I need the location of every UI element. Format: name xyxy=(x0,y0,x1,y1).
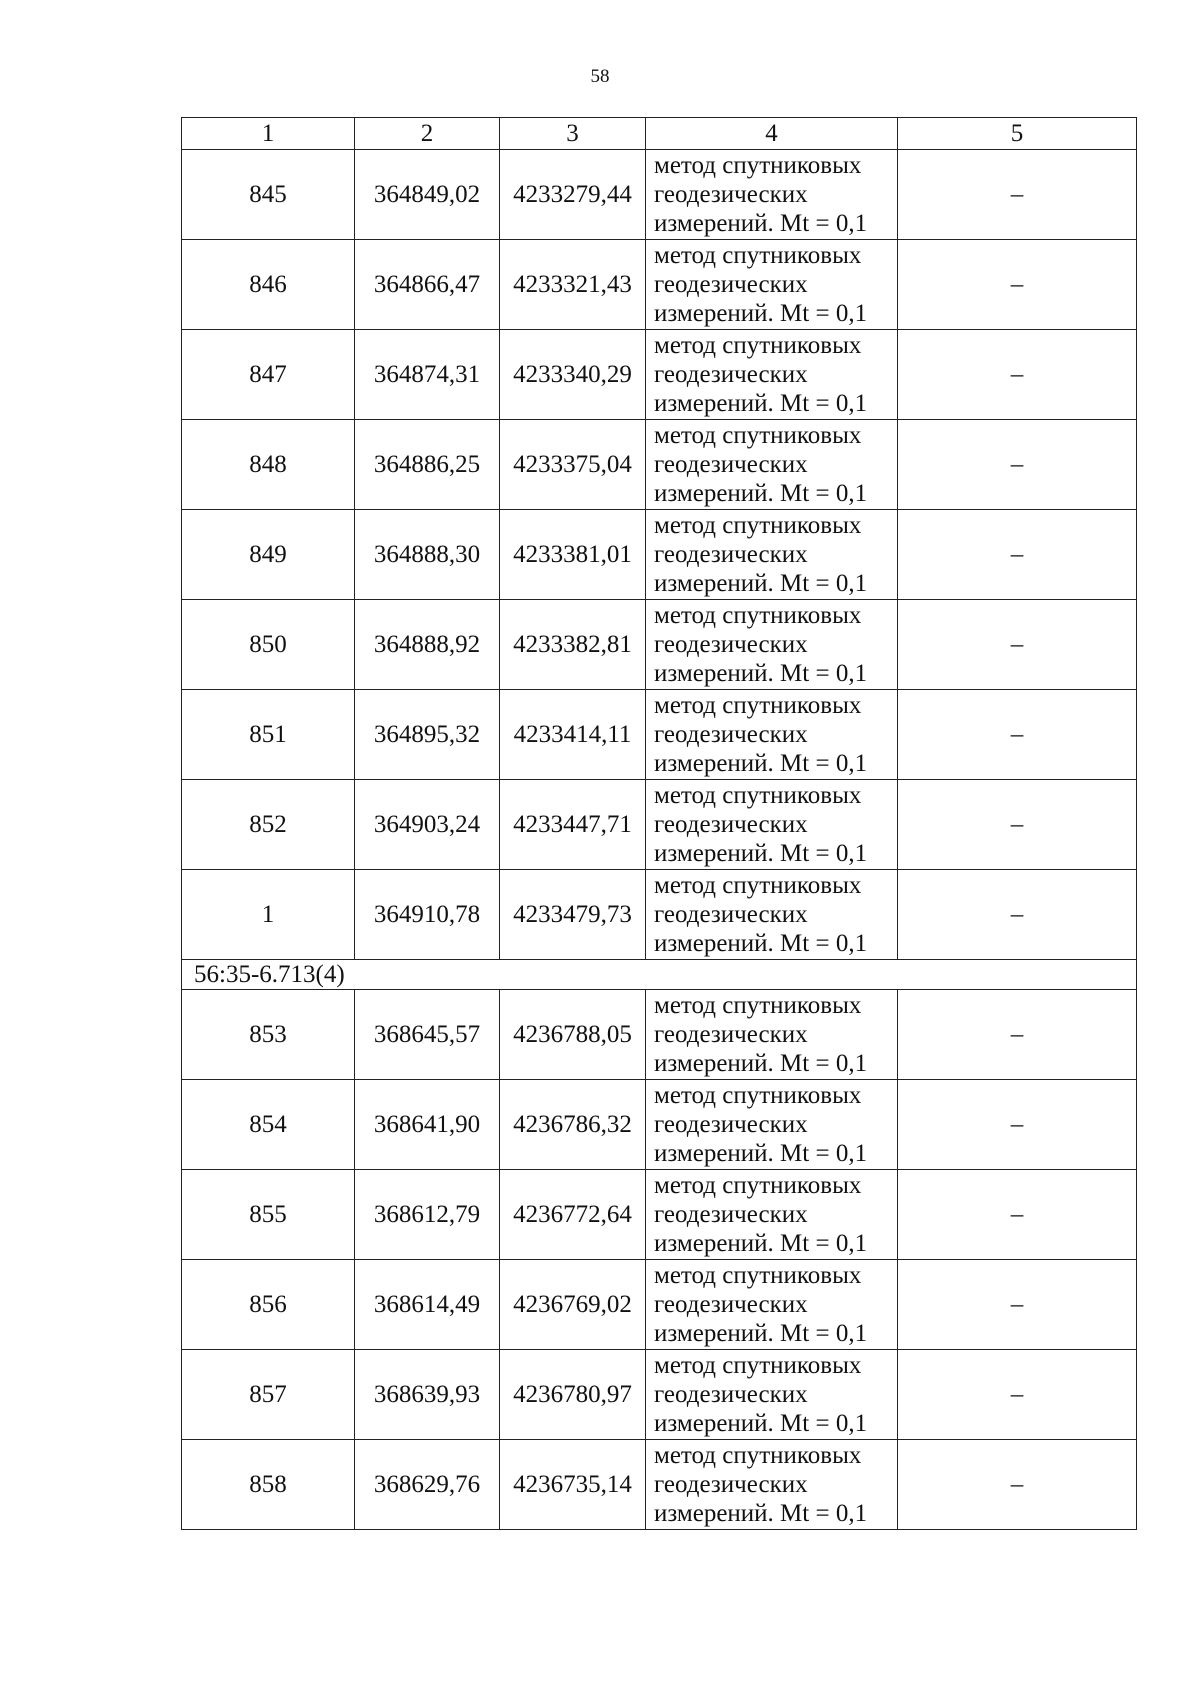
header-cell-method: 4 xyxy=(646,118,898,150)
y-coordinate-cell: 4236788,05 xyxy=(500,990,646,1080)
point-number-cell: 849 xyxy=(182,510,355,600)
point-number-cell: 847 xyxy=(182,330,355,420)
method-line: измерений. Mt = 0,1 xyxy=(654,660,868,687)
y-coordinate-cell: 4233381,01 xyxy=(500,510,646,600)
header-cell-x: 2 xyxy=(355,118,500,150)
method-line: метод спутниковых xyxy=(654,1082,862,1109)
x-coordinate-cell: 368629,76 xyxy=(355,1440,500,1530)
x-coordinate-cell: 364866,47 xyxy=(355,240,500,330)
method-line: геодезических xyxy=(654,631,808,658)
x-coordinate-cell: 364888,92 xyxy=(355,600,500,690)
table-row xyxy=(182,1170,1137,1260)
col5-cell: – xyxy=(898,1170,1137,1260)
table-row xyxy=(182,1080,1137,1170)
point-number-cell: 851 xyxy=(182,690,355,780)
table-row xyxy=(182,510,1137,600)
table-row xyxy=(182,330,1137,420)
method-line: измерений. Mt = 0,1 xyxy=(654,840,868,867)
col5-cell: – xyxy=(898,1080,1137,1170)
method-line: метод спутниковых xyxy=(654,692,862,719)
method-cell xyxy=(646,150,898,240)
table-row xyxy=(182,150,1137,240)
method-line: измерений. Mt = 0,1 xyxy=(654,750,868,777)
table-row xyxy=(182,1350,1137,1440)
header-row xyxy=(182,118,1137,150)
method-line: метод спутниковых xyxy=(654,512,862,539)
method-line: геодезических xyxy=(654,1021,808,1048)
coordinates-table xyxy=(181,117,1137,1530)
table-row xyxy=(182,600,1137,690)
table-row xyxy=(182,990,1137,1080)
table-row xyxy=(182,1440,1137,1530)
method-line: метод спутниковых xyxy=(654,1262,862,1289)
point-number-cell: 848 xyxy=(182,420,355,510)
x-coordinate-cell: 364903,24 xyxy=(355,780,500,870)
method-line: измерений. Mt = 0,1 xyxy=(654,1320,868,1347)
table-row xyxy=(182,690,1137,780)
method-cell xyxy=(646,420,898,510)
method-cell xyxy=(646,600,898,690)
point-number-cell: 856 xyxy=(182,1260,355,1350)
method-line: геодезических xyxy=(654,901,808,928)
method-line: геодезических xyxy=(654,1201,808,1228)
point-number-cell: 850 xyxy=(182,600,355,690)
x-coordinate-cell: 364895,32 xyxy=(355,690,500,780)
method-cell xyxy=(646,1440,898,1530)
method-line: метод спутниковых xyxy=(654,152,862,179)
method-line: измерений. Mt = 0,1 xyxy=(654,1410,868,1437)
section-heading: 56:35-6.713(4) xyxy=(182,960,1137,990)
x-coordinate-cell: 368641,90 xyxy=(355,1080,500,1170)
method-cell xyxy=(646,1170,898,1260)
y-coordinate-cell: 4233340,29 xyxy=(500,330,646,420)
x-coordinate-cell: 364910,78 xyxy=(355,870,500,960)
col5-cell: – xyxy=(898,990,1137,1080)
y-coordinate-cell: 4233382,81 xyxy=(500,600,646,690)
method-cell xyxy=(646,240,898,330)
method-line: измерений. Mt = 0,1 xyxy=(654,300,868,327)
x-coordinate-cell: 368614,49 xyxy=(355,1260,500,1350)
y-coordinate-cell: 4233479,73 xyxy=(500,870,646,960)
method-line: геодезических xyxy=(654,1381,808,1408)
point-number-cell: 846 xyxy=(182,240,355,330)
section-heading-row xyxy=(182,960,1137,990)
y-coordinate-cell: 4236786,32 xyxy=(500,1080,646,1170)
method-line: метод спутниковых xyxy=(654,872,862,899)
point-number-cell: 857 xyxy=(182,1350,355,1440)
table-row xyxy=(182,870,1137,960)
method-line: метод спутниковых xyxy=(654,422,862,449)
method-cell xyxy=(646,330,898,420)
table-row xyxy=(182,780,1137,870)
col5-cell: – xyxy=(898,240,1137,330)
method-cell xyxy=(646,1080,898,1170)
x-coordinate-cell: 368645,57 xyxy=(355,990,500,1080)
page-number: 58 xyxy=(590,66,610,87)
point-number-cell: 853 xyxy=(182,990,355,1080)
x-coordinate-cell: 368639,93 xyxy=(355,1350,500,1440)
method-line: геодезических xyxy=(654,271,808,298)
method-cell xyxy=(646,1350,898,1440)
method-line: геодезических xyxy=(654,721,808,748)
col5-cell: – xyxy=(898,1350,1137,1440)
method-cell xyxy=(646,1260,898,1350)
method-line: метод спутниковых xyxy=(654,602,862,629)
method-line: геодезических xyxy=(654,451,808,478)
col5-cell: – xyxy=(898,780,1137,870)
method-line: измерений. Mt = 0,1 xyxy=(654,210,868,237)
method-line: геодезических xyxy=(654,1471,808,1498)
table-row xyxy=(182,1260,1137,1350)
method-line: геодезических xyxy=(654,1111,808,1138)
method-line: геодезических xyxy=(654,541,808,568)
method-line: измерений. Mt = 0,1 xyxy=(654,1140,868,1167)
y-coordinate-cell: 4233321,43 xyxy=(500,240,646,330)
method-line: измерений. Mt = 0,1 xyxy=(654,390,868,417)
point-number-cell: 854 xyxy=(182,1080,355,1170)
method-line: геодезических xyxy=(654,181,808,208)
table-row xyxy=(182,240,1137,330)
method-line: измерений. Mt = 0,1 xyxy=(654,1230,868,1257)
point-number-cell: 845 xyxy=(182,150,355,240)
method-cell xyxy=(646,510,898,600)
x-coordinate-cell: 364886,25 xyxy=(355,420,500,510)
header-cell-point: 1 xyxy=(182,118,355,150)
method-line: измерений. Mt = 0,1 xyxy=(654,480,868,507)
method-line: метод спутниковых xyxy=(654,1352,862,1379)
method-line: метод спутниковых xyxy=(654,1442,862,1469)
table-row xyxy=(182,420,1137,510)
method-line: геодезических xyxy=(654,361,808,388)
y-coordinate-cell: 4233447,71 xyxy=(500,780,646,870)
point-number-cell: 855 xyxy=(182,1170,355,1260)
method-line: метод спутниковых xyxy=(654,782,862,809)
coordinates-table-body xyxy=(182,118,1137,1530)
method-line: измерений. Mt = 0,1 xyxy=(654,1500,868,1527)
method-cell xyxy=(646,780,898,870)
col5-cell: – xyxy=(898,330,1137,420)
col5-cell: – xyxy=(898,690,1137,780)
y-coordinate-cell: 4236735,14 xyxy=(500,1440,646,1530)
y-coordinate-cell: 4233375,04 xyxy=(500,420,646,510)
y-coordinate-cell: 4233414,11 xyxy=(500,690,646,780)
y-coordinate-cell: 4236769,02 xyxy=(500,1260,646,1350)
method-cell xyxy=(646,870,898,960)
col5-cell: – xyxy=(898,1440,1137,1530)
method-line: измерений. Mt = 0,1 xyxy=(654,1050,868,1077)
method-line: метод спутниковых xyxy=(654,992,862,1019)
method-line: метод спутниковых xyxy=(654,1172,862,1199)
x-coordinate-cell: 364874,31 xyxy=(355,330,500,420)
point-number-cell: 1 xyxy=(182,870,355,960)
header-cell-col5: 5 xyxy=(898,118,1137,150)
x-coordinate-cell: 368612,79 xyxy=(355,1170,500,1260)
method-line: геодезических xyxy=(654,811,808,838)
point-number-cell: 852 xyxy=(182,780,355,870)
y-coordinate-cell: 4236772,64 xyxy=(500,1170,646,1260)
y-coordinate-cell: 4233279,44 xyxy=(500,150,646,240)
col5-cell: – xyxy=(898,870,1137,960)
method-line: метод спутниковых xyxy=(654,242,862,269)
method-cell xyxy=(646,690,898,780)
col5-cell: – xyxy=(898,1260,1137,1350)
method-line: измерений. Mt = 0,1 xyxy=(654,930,868,957)
method-line: геодезических xyxy=(654,1291,808,1318)
point-number-cell: 858 xyxy=(182,1440,355,1530)
x-coordinate-cell: 364849,02 xyxy=(355,150,500,240)
header-cell-y: 3 xyxy=(500,118,646,150)
x-coordinate-cell: 364888,30 xyxy=(355,510,500,600)
method-line: измерений. Mt = 0,1 xyxy=(654,570,868,597)
method-cell xyxy=(646,990,898,1080)
method-line: метод спутниковых xyxy=(654,332,862,359)
y-coordinate-cell: 4236780,97 xyxy=(500,1350,646,1440)
col5-cell: – xyxy=(898,600,1137,690)
col5-cell: – xyxy=(898,150,1137,240)
col5-cell: – xyxy=(898,420,1137,510)
col5-cell: – xyxy=(898,510,1137,600)
